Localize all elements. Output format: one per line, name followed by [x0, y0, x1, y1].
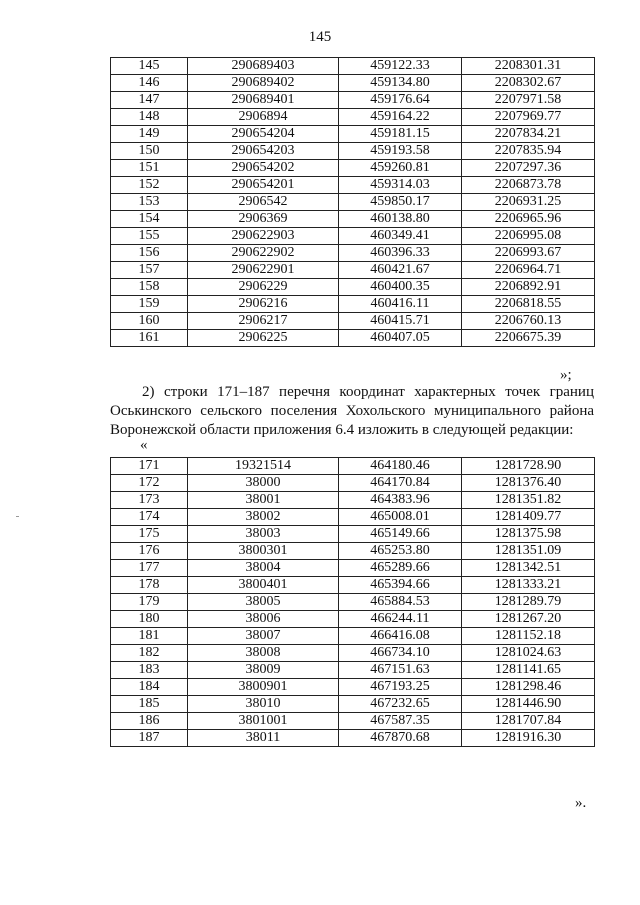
- table-cell: 467587.35: [339, 713, 462, 730]
- table-cell: 467193.25: [339, 679, 462, 696]
- table-cell: 290654201: [188, 177, 339, 194]
- table-cell: 2208301.31: [462, 58, 595, 75]
- table-row: [111, 92, 595, 109]
- table-cell: 174: [111, 509, 188, 526]
- table-row: [111, 730, 595, 747]
- table-cell: 460415.71: [339, 313, 462, 330]
- table-cell: 38006: [188, 611, 339, 628]
- table-cell: 464180.46: [339, 458, 462, 475]
- table-cell: 38000: [188, 475, 339, 492]
- table-cell: 1281446.90: [462, 696, 595, 713]
- opening-quote-2: «: [140, 437, 148, 453]
- table-row: [111, 313, 595, 330]
- table-row: [111, 713, 595, 730]
- table-cell: 1281351.09: [462, 543, 595, 560]
- table-cell: 145: [111, 58, 188, 75]
- table-cell: 38007: [188, 628, 339, 645]
- table-cell: 38002: [188, 509, 339, 526]
- table-row: [111, 211, 595, 228]
- table-row: [111, 75, 595, 92]
- table-row: [111, 296, 595, 313]
- table-cell: 2206892.91: [462, 279, 595, 296]
- table-row: [111, 475, 595, 492]
- table-cell: 2207971.58: [462, 92, 595, 109]
- table-row: [111, 492, 595, 509]
- table-cell: 153: [111, 194, 188, 211]
- coordinates-table-2: [110, 457, 595, 747]
- table-cell: 2206993.67: [462, 245, 595, 262]
- table-cell: 38005: [188, 594, 339, 611]
- table-cell: 1281342.51: [462, 560, 595, 577]
- table-cell: 459314.03: [339, 177, 462, 194]
- table-cell: 3800901: [188, 679, 339, 696]
- table-cell: 157: [111, 262, 188, 279]
- table-cell: 2906217: [188, 313, 339, 330]
- amendment-paragraph: 2) строки 171–187 перечня координат характерных точек границ Оськинского сельского поселения Хохольского муниципального района Воронежской области приложения 6.4 изложить в следующей редакции:: [110, 384, 594, 438]
- table-row: [111, 279, 595, 296]
- table-cell: 1281728.90: [462, 458, 595, 475]
- table-cell: 2207835.94: [462, 143, 595, 160]
- table-cell: 460349.41: [339, 228, 462, 245]
- table-cell: 459164.22: [339, 109, 462, 126]
- table-row: [111, 560, 595, 577]
- table-cell: 1281141.65: [462, 662, 595, 679]
- table-cell: 1281375.98: [462, 526, 595, 543]
- table-cell: 464170.84: [339, 475, 462, 492]
- table-row: [111, 58, 595, 75]
- table-cell: 175: [111, 526, 188, 543]
- table-cell: 290654203: [188, 143, 339, 160]
- table-row: [111, 509, 595, 526]
- page-number: 145: [308, 29, 332, 45]
- table-cell: 150: [111, 143, 188, 160]
- table-row: [111, 245, 595, 262]
- closing-quote-2: ».: [575, 795, 587, 811]
- table-cell: 38011: [188, 730, 339, 747]
- table-row: [111, 228, 595, 245]
- table-cell: 467232.65: [339, 696, 462, 713]
- table-cell: 460416.11: [339, 296, 462, 313]
- table-cell: 459122.33: [339, 58, 462, 75]
- table-cell: 1281351.82: [462, 492, 595, 509]
- table-cell: 459181.15: [339, 126, 462, 143]
- table-cell: 290689402: [188, 75, 339, 92]
- table-cell: 2906894: [188, 109, 339, 126]
- table-cell: 2206964.71: [462, 262, 595, 279]
- table-row: [111, 679, 595, 696]
- table-cell: 181: [111, 628, 188, 645]
- table-cell: 290622901: [188, 262, 339, 279]
- table-cell: 460421.67: [339, 262, 462, 279]
- table-cell: 179: [111, 594, 188, 611]
- table-cell: 2207969.77: [462, 109, 595, 126]
- table-row: [111, 645, 595, 662]
- table-cell: 2207834.21: [462, 126, 595, 143]
- table-cell: 1281376.40: [462, 475, 595, 492]
- table-cell: 1281333.21: [462, 577, 595, 594]
- table-cell: 2206931.25: [462, 194, 595, 211]
- table-cell: 290622902: [188, 245, 339, 262]
- table-cell: 173: [111, 492, 188, 509]
- table-cell: 3800301: [188, 543, 339, 560]
- table-cell: 459850.17: [339, 194, 462, 211]
- table-cell: 466734.10: [339, 645, 462, 662]
- table-cell: 465149.66: [339, 526, 462, 543]
- table-cell: 2206965.96: [462, 211, 595, 228]
- table-cell: 19321514: [188, 458, 339, 475]
- table-row: [111, 262, 595, 279]
- table-cell: 172: [111, 475, 188, 492]
- table-cell: 182: [111, 645, 188, 662]
- table-cell: 187: [111, 730, 188, 747]
- table-cell: 159: [111, 296, 188, 313]
- table-cell: 1281916.30: [462, 730, 595, 747]
- table-cell: 154: [111, 211, 188, 228]
- table-cell: 151: [111, 160, 188, 177]
- table-cell: 146: [111, 75, 188, 92]
- table-cell: 1281298.46: [462, 679, 595, 696]
- table-cell: 465394.66: [339, 577, 462, 594]
- table-cell: 460138.80: [339, 211, 462, 228]
- closing-quote-1: »;: [560, 367, 572, 383]
- table-cell: 466416.08: [339, 628, 462, 645]
- table-cell: 460400.35: [339, 279, 462, 296]
- table-cell: 2906369: [188, 211, 339, 228]
- table-row: [111, 458, 595, 475]
- table-row: [111, 577, 595, 594]
- table-cell: 152: [111, 177, 188, 194]
- table-row: [111, 611, 595, 628]
- table-row: [111, 526, 595, 543]
- table-cell: 1281267.20: [462, 611, 595, 628]
- table-cell: 148: [111, 109, 188, 126]
- table-row: [111, 194, 595, 211]
- table-cell: 459176.64: [339, 92, 462, 109]
- table-cell: 465253.80: [339, 543, 462, 560]
- table-cell: 1281707.84: [462, 713, 595, 730]
- table-cell: 290654202: [188, 160, 339, 177]
- table-cell: 180: [111, 611, 188, 628]
- table-cell: 2906216: [188, 296, 339, 313]
- table-row: [111, 143, 595, 160]
- table-cell: 149: [111, 126, 188, 143]
- table-cell: 2206873.78: [462, 177, 595, 194]
- table-cell: 184: [111, 679, 188, 696]
- table-cell: 2206995.08: [462, 228, 595, 245]
- table-cell: 178: [111, 577, 188, 594]
- table-row: [111, 330, 595, 347]
- table-cell: 2906225: [188, 330, 339, 347]
- table-cell: 2206818.55: [462, 296, 595, 313]
- table-cell: 155: [111, 228, 188, 245]
- table-row: [111, 126, 595, 143]
- table-cell: 38001: [188, 492, 339, 509]
- table-cell: 38008: [188, 645, 339, 662]
- table-row: [111, 628, 595, 645]
- table-cell: 290654204: [188, 126, 339, 143]
- table-cell: 459193.58: [339, 143, 462, 160]
- table-cell: 2906542: [188, 194, 339, 211]
- table-cell: 1281152.18: [462, 628, 595, 645]
- table-cell: 186: [111, 713, 188, 730]
- table-cell: 466244.11: [339, 611, 462, 628]
- table-cell: 158: [111, 279, 188, 296]
- table-cell: 3800401: [188, 577, 339, 594]
- table-row: [111, 594, 595, 611]
- table-cell: 465289.66: [339, 560, 462, 577]
- table-row: [111, 696, 595, 713]
- table-cell: 465008.01: [339, 509, 462, 526]
- table-cell: 38010: [188, 696, 339, 713]
- table-cell: 290689401: [188, 92, 339, 109]
- table-cell: 161: [111, 330, 188, 347]
- table-cell: 465884.53: [339, 594, 462, 611]
- table-cell: 156: [111, 245, 188, 262]
- table-cell: 38003: [188, 526, 339, 543]
- table-cell: 464383.96: [339, 492, 462, 509]
- table-cell: 2207297.36: [462, 160, 595, 177]
- table-cell: 1281289.79: [462, 594, 595, 611]
- table-cell: 2208302.67: [462, 75, 595, 92]
- table-cell: 183: [111, 662, 188, 679]
- table-row: [111, 543, 595, 560]
- table-cell: 38009: [188, 662, 339, 679]
- table-cell: 38004: [188, 560, 339, 577]
- table-cell: 459134.80: [339, 75, 462, 92]
- table-row: [111, 160, 595, 177]
- table-cell: 290622903: [188, 228, 339, 245]
- table-cell: 3801001: [188, 713, 339, 730]
- table-cell: 1281024.63: [462, 645, 595, 662]
- table-cell: 176: [111, 543, 188, 560]
- table-cell: 185: [111, 696, 188, 713]
- table-cell: 160: [111, 313, 188, 330]
- table-cell: 2206760.13: [462, 313, 595, 330]
- table-cell: 460396.33: [339, 245, 462, 262]
- table-row: [111, 662, 595, 679]
- table-cell: 177: [111, 560, 188, 577]
- table-cell: 2906229: [188, 279, 339, 296]
- coordinates-table-1: [110, 57, 595, 347]
- table-cell: 147: [111, 92, 188, 109]
- table-cell: 1281409.77: [462, 509, 595, 526]
- table-row: [111, 109, 595, 126]
- table-cell: 290689403: [188, 58, 339, 75]
- table-cell: 460407.05: [339, 330, 462, 347]
- table-cell: 467151.63: [339, 662, 462, 679]
- table-row: [111, 177, 595, 194]
- table-cell: 171: [111, 458, 188, 475]
- table-cell: 2206675.39: [462, 330, 595, 347]
- table-cell: 467870.68: [339, 730, 462, 747]
- margin-mark: [16, 516, 19, 517]
- table-cell: 459260.81: [339, 160, 462, 177]
